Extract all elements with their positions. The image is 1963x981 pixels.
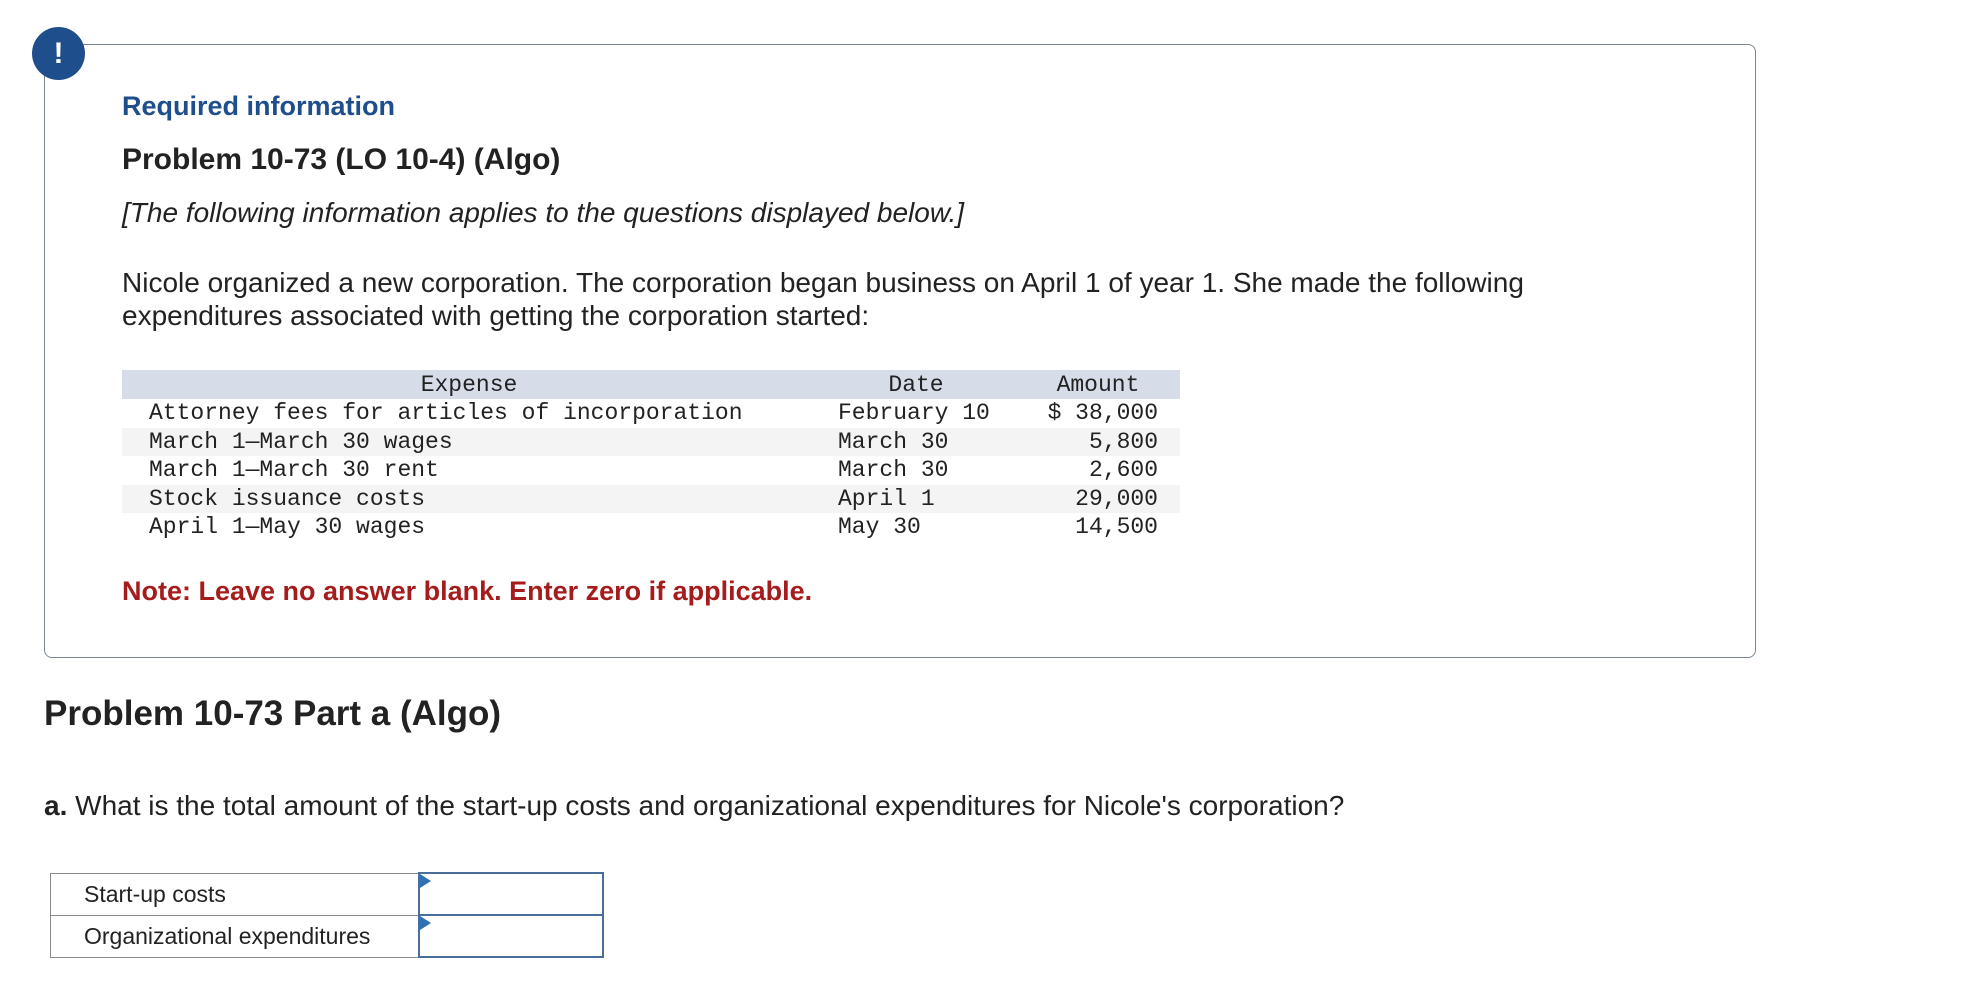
amount-cell: $ 38,000 bbox=[1047, 400, 1158, 427]
expense-cell: March 1—March 30 rent bbox=[149, 457, 439, 484]
table-row bbox=[122, 456, 1180, 485]
table-row bbox=[122, 399, 1180, 428]
problem-title: Problem 10-73 (LO 10-4) (Algo) bbox=[122, 143, 561, 176]
question-a bbox=[44, 790, 1344, 822]
problem-description: Nicole organized a new corporation. The corporation began business on April 1 of year 1. She made the following expenditures associated with getting the corporation started: bbox=[122, 267, 1524, 331]
intro-note: [The following information applies to the questions displayed below.] bbox=[122, 197, 965, 228]
table-row bbox=[122, 485, 1180, 514]
amount-cell: 14,500 bbox=[1075, 514, 1158, 541]
date-cell: April 1 bbox=[816, 485, 1016, 514]
table-row bbox=[122, 513, 1180, 542]
question-text: What is the total amount of the start-up costs and organizational expenditures for Nicole's corporation? bbox=[67, 790, 1345, 821]
leave-no-blank-note: Note: Leave no answer blank. Enter zero if applicable. bbox=[122, 576, 813, 606]
date-cell: March 30 bbox=[816, 428, 1016, 457]
amount-cell: 2,600 bbox=[1088, 457, 1158, 484]
expense-table-header-row bbox=[122, 370, 1180, 399]
date-cell: May 30 bbox=[838, 514, 921, 541]
part-heading: Problem 10-73 Part a (Algo) bbox=[44, 694, 502, 733]
required-information-title: Required information bbox=[122, 91, 396, 121]
organizational-expenditures-label: Organizational expenditures bbox=[51, 915, 419, 957]
startup-costs-input[interactable] bbox=[420, 874, 602, 914]
amount-cell: 5,800 bbox=[1016, 428, 1180, 457]
header-date: Date bbox=[816, 370, 1016, 399]
input-flag-icon bbox=[420, 916, 431, 930]
startup-costs-cell[interactable] bbox=[419, 873, 603, 915]
organizational-expenditures-cell[interactable] bbox=[419, 915, 603, 957]
header-amount: Amount bbox=[1016, 370, 1180, 399]
question-label: a. bbox=[44, 790, 68, 821]
answer-table bbox=[50, 872, 604, 958]
exclamation-icon: ! bbox=[32, 27, 85, 80]
date-cell: February 10 bbox=[838, 400, 990, 427]
expense-cell: Stock issuance costs bbox=[122, 485, 816, 514]
amount-cell: 29,000 bbox=[1016, 485, 1180, 514]
answer-row-organizational-expenditures bbox=[51, 915, 603, 957]
header-expense: Expense bbox=[122, 370, 816, 399]
date-cell: March 30 bbox=[838, 457, 949, 484]
input-flag-icon bbox=[420, 874, 431, 888]
organizational-expenditures-input[interactable] bbox=[420, 916, 602, 956]
expense-table bbox=[122, 370, 1180, 542]
startup-costs-label: Start-up costs bbox=[51, 873, 419, 915]
answer-row-startup-costs bbox=[51, 873, 603, 915]
expense-cell: Attorney fees for articles of incorporation bbox=[149, 400, 743, 427]
table-row bbox=[122, 428, 1180, 457]
expense-cell: April 1—May 30 wages bbox=[149, 514, 426, 541]
expense-cell: March 1—March 30 wages bbox=[122, 428, 816, 457]
required-information-card bbox=[44, 44, 1756, 658]
